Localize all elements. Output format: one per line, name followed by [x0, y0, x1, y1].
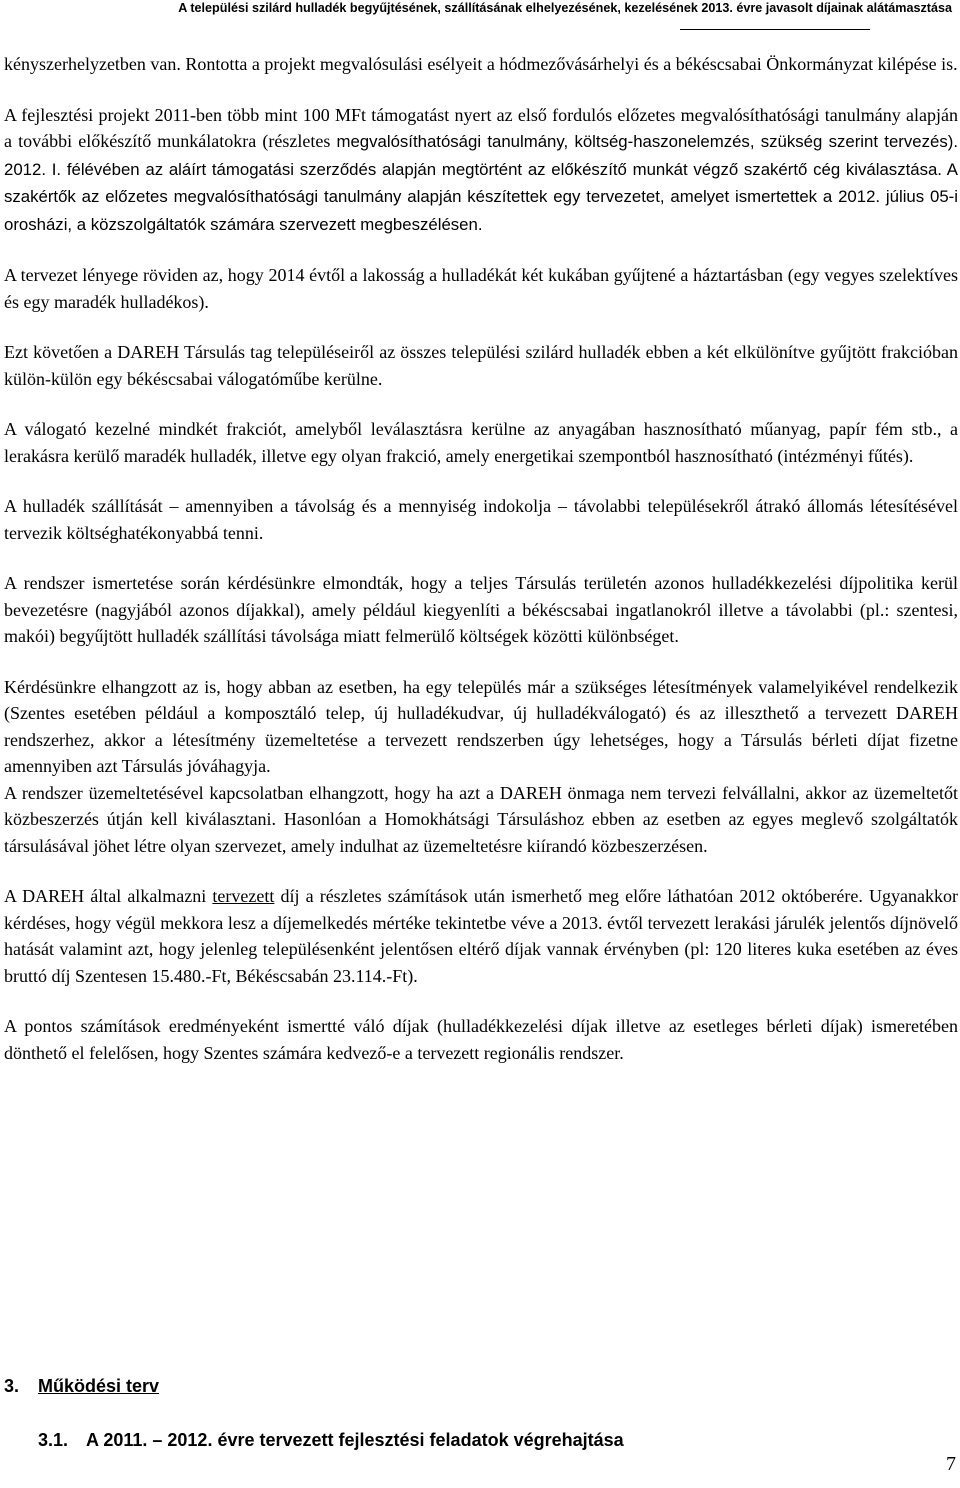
page-number: 7	[946, 1453, 956, 1475]
paragraph-2-part-b: megvalósíthatósági tanulmány, költség-haszonelemzés, szükség szerint tervezés). 2012. I. félévében az aláírt támogatási szerződés alapján megtörtént az előkészítő munkát végző szakértő cég kiválasztása.	[4, 132, 958, 179]
section-heading-3	[4, 1376, 159, 1397]
paragraph-10-part-a: A DAREH által alkalmazni	[4, 886, 213, 906]
document-body	[4, 51, 958, 1090]
paragraph-5: A válogató kezelné mindkét frakciót, amelyből leválasztásra kerülne az anyagában hasznosítható műanyag, papír fém stb., a lerakásra kerülő maradék hulladék, illetve egy olyan frakció, amely energetikai szempontból hasznosítható (intézményi fűtés).	[4, 419, 958, 466]
subsection-title: A 2011. – 2012. évre tervezett fejlesztési feladatok végrehajtása	[86, 1430, 624, 1450]
paragraph-7: A rendszer ismertetése során kérdésünkre elmondták, hogy a teljes Társulás területén azonos hulladékkezelési díjpolitika kerül bevezetésre (nagyjából azonos díjakkal), amely például kiegyenlíti a békéscsabai ingatlanokról illetve a távolabbi (pl.: szentesi, makói) begyűjtött hulladék szállítási távolsága miatt felmerülő költségek közötti különbséget.	[4, 573, 958, 646]
paragraph-3: A tervezet lényege röviden az, hogy 2014 évtől a lakosság a hulladékát két kukában gyűjtené a háztartásban (egy vegyes szelektíves és egy maradék hulladékos).	[4, 265, 958, 312]
section-title: Működési terv	[38, 1376, 160, 1396]
paragraph-10-part-b: díj a részletes számítások után ismerhető meg előre láthatóan 2012 októberére. Ugyanakkor kérdéses, hogy végül mekkora lesz a díjemelkedés mértéke tekintetbe véve a 2013. évtől tervezett lerakási járulék jelentős díjnövelő hatását valamint azt, hogy jelenleg településenként jelentősen eltérő díjak vannak érvényben (pl: 120 literes kuka esetében az éves bruttó díj Szentesen 15.480.-Ft, Békéscsabán 23.114.-Ft).	[4, 886, 958, 986]
header-rule	[680, 29, 870, 30]
paragraph-2-part-a: A fejlesztési projekt 2011-ben több mint 100 MFt támogatást nyert az első fordulós előzetes megvalósíthatósági tanulmány alapján a további előkészítő munkálatokra (részletes	[4, 104, 958, 151]
paragraph-10	[4, 883, 958, 989]
paragraph-8: Kérdésünkre elhangzott az is, hogy abban az esetben, ha egy település már a szükséges létesítmények valamelyikével rendelkezik (Szentes esetében például a komposztáló telep, új hulladékudvar, új hulladékválogató) és az illeszthető a tervezett DAREH rendszerhez, akkor a létesítmény üzemeltetése a tervezett rendszerben úgy lehetséges, hogy a Társulás bérleti díjat fizetne amennyiben azt Társulás jóváhagyja.	[4, 676, 958, 776]
subsection-heading-3-1	[38, 1430, 624, 1451]
paragraph-2-part-c: A szakértők az előzetes megvalósíthatósági tanulmány alapján készítettek egy tervezetet, amelyet ismertettek a 2012. július 05-i orosházi, a közszolgáltatók számára szervezett megbeszélésen.	[4, 159, 959, 234]
paragraph-10-underlined: tervezett	[212, 886, 275, 906]
paragraph-6: A hulladék szállítását – amennyiben a távolság és a mennyiség indokolja – távolabbi településekről átrakó állomás létesítésével tervezik költséghatékonyabbá tenni.	[4, 496, 958, 543]
running-header: A települési szilárd hulladék begyűjtésének, szállításának elhelyezésének, kezelésének 2013. évre javasolt díjainak alátámasztása	[178, 1, 952, 15]
subsection-number: 3.1.	[38, 1430, 69, 1450]
paragraph-1: kényszerhelyzetben van. Rontotta a projekt megvalósulási esélyeit a hódmezővásárhelyi és a békéscsabai Önkormányzat kilépése is.	[4, 54, 958, 74]
paragraph-11: A pontos számítások eredményeként ismertté váló díjak (hulladékkezelési díjak illetve az esetleges bérleti díjak) ismeretében dönthető el felelősen, hogy Szentes számára kedvező-e a tervezett regionális rendszer.	[4, 1016, 958, 1063]
paragraph-4: Ezt követően a DAREH Társulás tag településeiről az összes települési szilárd hulladék ebben a két elkülönítve gyűjtött frakcióban külön-külön egy békéscsabai válogatóműbe kerülne.	[4, 342, 958, 389]
section-number: 3.	[4, 1376, 20, 1396]
paragraph-9: A rendszer üzemeltetésével kapcsolatban elhangzott, hogy ha azt a DAREH önmaga nem tervezi felvállalni, akkor az üzemeltetőt közbeszerzés útján kell kiválasztani. Hasonlóan a Homokhátsági Társuláshoz ebben az esetben az egyes meglevő szolgáltatók társulásával jöhet létre olyan szervezet, amely indulhat az üzemeltetésre kiírandó közbeszerzésen.	[4, 782, 958, 856]
paragraph-2	[4, 102, 958, 239]
